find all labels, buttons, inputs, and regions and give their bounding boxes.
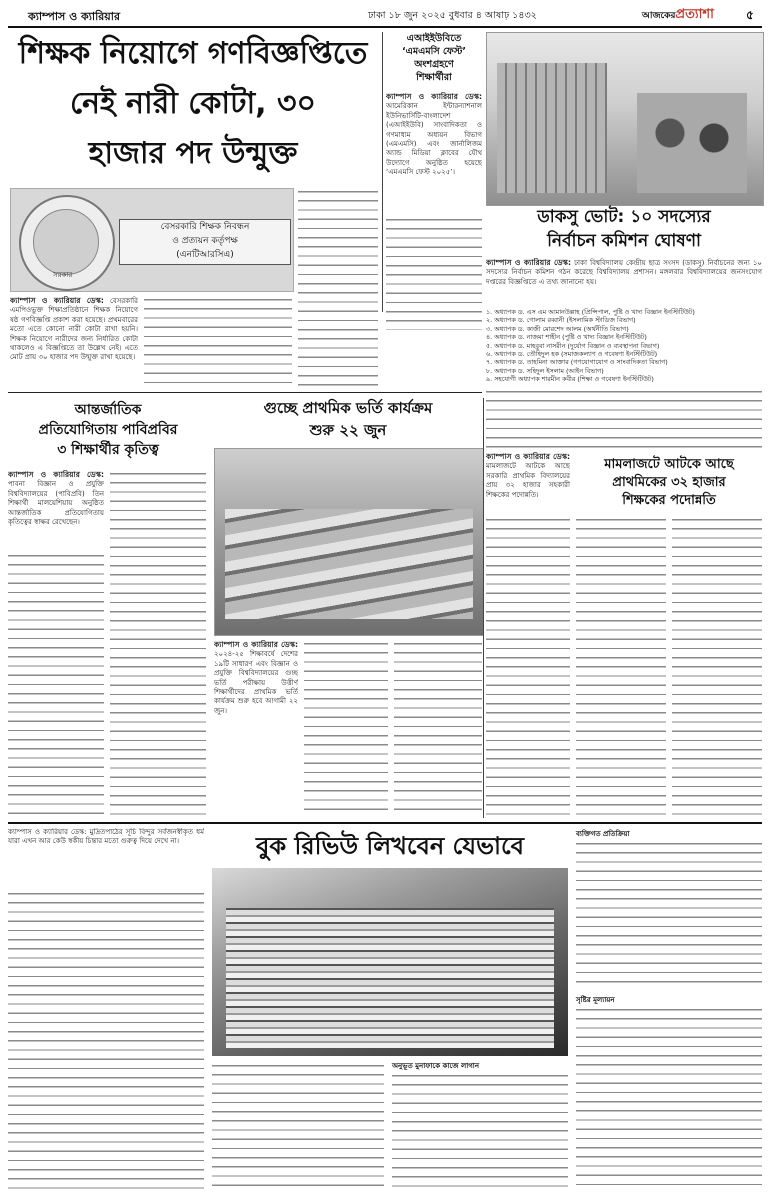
lead-story xyxy=(8,30,378,390)
ntrca-logo-block xyxy=(10,188,294,292)
issue-date: ঢাকা ১৮ জুন ২০২৫ বুধবার ৪ আষাঢ় ১৪৩২ xyxy=(368,10,537,21)
ducsu-body-text: ঢাকা বিশ্ববিদ্যালয় কেন্দ্রীয় ছাত্র সংসদ (ডাকসু) নির্বাচনের জন্য ১০ সদস্যের নির্বাচন কমিশন গঠন করেছে বিশ্ববিদ্যালয় প্রশাসন। মঙ্গলবার বিশ্ববিদ্যালয়ের জনসংযোগ দপ্তরের বিজ্ঞপ্তিতে এ তথ্য জানানো হয়। xyxy=(486,259,762,286)
review-col-5 xyxy=(576,1006,762,1192)
emsi-body-more xyxy=(386,216,482,330)
review-intro xyxy=(8,828,204,888)
ntrca-name-line-1: বেসরকারি শিক্ষক নিবন্ধন xyxy=(160,222,250,232)
ducsu-member: ৫. অধ্যাপক ড. মাহবুবা নাসরীন (দুর্যোগ বিজ্ঞান ও ব্যবস্থাপনা বিভাগ) xyxy=(486,341,660,350)
lead-body-text: বেসরকারি এমপিওভুক্ত শিক্ষাপ্রতিষ্ঠানে শিক্ষক নিয়োগে ষষ্ঠ গণবিজ্ঞপ্তি প্রকাশ করা হয়েছে। প্রথমবারের মতো এতে কোনো নারী কোটা রাখা হয়নি। শিক্ষক নিয়োগে নারীদের জন্য নির্ধারিত কোটা থাকলেও এ বিজ্ঞপ্তিতে তা উল্লেখ নেই। এতে মোট প্রায় ৩০ হাজার পদ উন্মুক্ত রাখা হয়েছে। xyxy=(10,297,138,362)
intl-body-col-1 xyxy=(8,552,104,818)
intl-body-text: পাবনা বিজ্ঞান ও প্রযুক্তি বিশ্ববিদ্যালয়ের (পাবিপ্রবি) তিন শিক্ষার্থী মালয়েশিয়ায় অনুষ্ঠিত আন্তর্জাতিক প্রতিযোগিতায় কৃতিত্বের স্বাক্ষর রেখেছেন। xyxy=(8,480,104,527)
mamla-headline-1: মামলাজটে আটকে আছে xyxy=(604,457,734,472)
mamla-body-text: মামলাজটে আটকে আছে সরকারি প্রাথমিক বিদ্যালয়ের প্রায় ৩২ হাজার সহকারী শিক্ষকের পদোন্নতি। xyxy=(486,462,570,499)
photo-book-stacks xyxy=(226,908,554,1048)
primary-kicker: ক্যাম্পাস ও ক্যারিয়ার ডেস্ক: xyxy=(214,640,298,649)
lead-headline-2: নেই নারী কোটা, ৩০ xyxy=(69,86,317,121)
lead-kicker: ক্যাম্পাস ও ক্যারিয়ার ডেস্ক: xyxy=(10,296,104,305)
paper-title: প্রত্যাশা xyxy=(675,7,714,22)
emsi-story xyxy=(386,32,482,332)
lead-body xyxy=(10,296,138,388)
ntrca-name-line-2: ও প্রত্যয়ন কর্তৃপক্ষ xyxy=(172,236,238,246)
intl-headline-3: ৩ শিক্ষার্থীর কৃতিত্ব xyxy=(57,442,159,458)
seal-text: সরকার xyxy=(53,271,73,279)
intl-headline xyxy=(8,400,208,460)
ducsu-member-list xyxy=(486,308,762,384)
review-headline: বুক রিভিউ লিখবেন যেভাবে xyxy=(256,832,524,860)
ducsu-headline-1: ডাকসু ভোট: ১০ সদস্যের xyxy=(537,207,711,227)
mamla-headline xyxy=(576,456,762,510)
ducsu-member: ৭. অধ্যাপক ড. তাহমিনা আক্তার (গণযোগাযোগ ও সাংবাদিকতা বিভাগ) xyxy=(486,358,668,367)
ducsu-body-more xyxy=(486,388,762,448)
primary-headline-2: শুরু ২২ জুন xyxy=(309,421,387,439)
mamla-kicker: ক্যাম্পাস ও ক্যারিয়ার ডেস্ক: xyxy=(486,452,570,461)
primary-body xyxy=(214,640,298,816)
review-col-1 xyxy=(8,890,204,1192)
emsi-headline-2: ‘এমএমসি ফেস্ট’ xyxy=(402,46,466,57)
ducsu-member: ২. অধ্যাপক ড. গোলাম রব্বানী (ইসলামিক স্টাডিজ বিভাগ) xyxy=(486,316,636,325)
ducsu-building-photo xyxy=(486,32,764,206)
review-story xyxy=(8,826,762,1196)
review-col-2 xyxy=(212,1062,384,1192)
column-divider xyxy=(483,398,484,818)
ducsu-member: ৪. অধ্যাপক ড. নাজমা শাহীন (পুষ্টি ও খাদ্য বিজ্ঞান ইনস্টিটিউট) xyxy=(486,333,647,342)
section-rule xyxy=(8,392,482,393)
review-body-text: ক্যাম্পাস ও ক্যারিয়ার ডেস্ক: মুদ্রিতপাঠের সূচি বিন্দুর সর্বজনস্বীকৃত ধর্ম যারা এখন আর কেউ স্বকীয় চিন্তার মতো গুরুত্ব দিয়ে দেখে না। xyxy=(8,828,204,846)
mamla-body-col-1 xyxy=(486,516,570,816)
lead-headline-1: শিক্ষক নিয়োগে গণবিজ্ঞপ্তিতে xyxy=(18,36,368,71)
photo-building-block xyxy=(497,63,607,193)
intl-headline-1: আন্তর্জাতিক xyxy=(74,402,142,418)
intl-headline-2: প্রতিযোগিতায় পাবিপ্রবির xyxy=(38,422,178,438)
page-number: ৫ xyxy=(746,8,754,22)
review-sub-heading-text: ব্যক্তিগত প্রতিক্রিয়া xyxy=(576,830,630,838)
ducsu-headline-2: নির্বাচন কমিশন ঘোষণা xyxy=(547,231,701,251)
ducsu-member: ১. অধ্যাপক ড. এস এম আমানউল্লাহ (প্রিন্সিপাল, পুষ্টি ও খাদ্য বিজ্ঞান ইনস্টিটিউট) xyxy=(486,308,695,316)
primary-body-col-3 xyxy=(394,640,482,816)
paper-prefix: আজকের xyxy=(642,11,676,21)
review-col-4 xyxy=(576,840,762,990)
review-sub-heading xyxy=(576,994,762,1006)
ducsu-body xyxy=(486,258,762,308)
ntrca-name-line-3: (এনটিআরসিএ) xyxy=(176,250,234,260)
ntrca-name-box xyxy=(119,219,291,265)
books-photo xyxy=(212,868,568,1056)
lead-body-col-right xyxy=(298,188,378,388)
mamla-body-col-2 xyxy=(576,516,666,816)
intl-kicker: ক্যাম্পাস ও ক্যারিয়ার ডেস্ক: xyxy=(8,470,104,479)
paper-name xyxy=(642,5,714,26)
photo-desks xyxy=(225,509,473,619)
emsi-body xyxy=(386,92,482,212)
intl-body-col-2 xyxy=(110,470,206,818)
mamla-body xyxy=(486,452,570,512)
emsi-headline-4: শিক্ষার্থীরা xyxy=(416,72,452,83)
primary-body-col-2 xyxy=(304,640,388,816)
intl-story xyxy=(8,400,208,820)
review-sub-heading-text: অনুভূত মুনাফাকে কাজে লাগান xyxy=(392,1062,480,1070)
primary-body-text: ২০২৪-২৫ শিক্ষাবর্ষে দেশের ১৯টি সাধারণ এবং বিজ্ঞান ও প্রযুক্তি বিশ্ববিদ্যালয়ের গুচ্ছ ভর্তি পরীক্ষায় উত্তীর্ণ শিক্ষার্থীদের প্রাথমিক ভর্তি কার্যক্রম শুরু হবে আগামী ২২ জুন। xyxy=(214,650,298,715)
review-sub-heading xyxy=(576,828,762,840)
ducsu-member: ৮. অধ্যাপক ড. সহিদুল ইসলাম (আইন বিভাগ) xyxy=(486,366,604,375)
lead-body-col-2 xyxy=(144,296,292,388)
exam-hall-photo xyxy=(214,448,484,636)
review-col-3 xyxy=(392,1072,568,1192)
ducsu-member: ৩. অধ্যাপক ড. কাজী মোরশেদ আলম (অর্থনীতি বিভাগ) xyxy=(486,324,629,333)
mamla-story xyxy=(486,452,762,818)
review-sub-heading-text: সৃষ্টির মূল্যায়ন xyxy=(576,996,615,1004)
masthead xyxy=(8,4,762,28)
emsi-headline-3: অংশগ্রহণে xyxy=(414,59,454,70)
mamla-headline-2: প্রাথমিকের ৩২ হাজার xyxy=(612,475,726,490)
intl-body xyxy=(8,470,104,550)
emsi-body-text: আমেরিকান ইন্টারন্যাশনাল ইউনিভার্সিটি-বাংলাদেশ (এআইইউবি) সাংবাদিকতা ও গণমাধ্যম অধ্যয়ন বিভাগ (এমএমসি) এবং জার্নালিজম অ্যান্ড মিডিয়া ক্লাবের যৌথ উদ্যোগে অনুষ্ঠিত হয়েছে ‘এমএমসি ফেস্ট ২০২৫’। xyxy=(386,102,482,177)
primary-headline-1: গুচ্ছে প্রাথমিক ভর্তি কার্যক্রম xyxy=(263,399,433,417)
ducsu-member: ৯. সহযোগী অধ্যাপক শারমীন কবীর (শিক্ষা ও গবেষণা ইনস্টিটিউট) xyxy=(486,375,654,384)
ducsu-kicker: ক্যাম্পাস ও ক্যারিয়ার ডেস্ক: xyxy=(486,258,571,267)
emsi-headline-1: এআইইউবিতে xyxy=(406,33,462,44)
masthead-rule xyxy=(8,26,762,28)
section-label: ক্যাম্পাস ও ক্যারিয়ার xyxy=(28,10,121,23)
primary-story xyxy=(214,398,482,818)
mamla-headline-3: শিক্ষকের পদোন্নতি xyxy=(622,493,716,508)
mamla-body-col-3 xyxy=(672,516,762,816)
government-seal xyxy=(19,195,115,291)
photo-mural xyxy=(637,93,747,193)
seal-inner xyxy=(33,209,99,275)
column-divider xyxy=(382,32,383,312)
review-sub-heading xyxy=(392,1060,568,1072)
emsi-kicker: ক্যাম্পাস ও ক্যারিয়ার ডেস্ক: xyxy=(386,92,482,101)
section-rule xyxy=(8,822,762,824)
emsi-headline xyxy=(386,32,482,84)
lead-headline-3: হাজার পদ উন্মুক্ত xyxy=(88,136,298,171)
ducsu-member: ৬. অধ্যাপক ড. তৌহিদুল হক (সমাজকল্যাণ ও গবেষণা ইনস্টিটিউট) xyxy=(486,350,658,359)
